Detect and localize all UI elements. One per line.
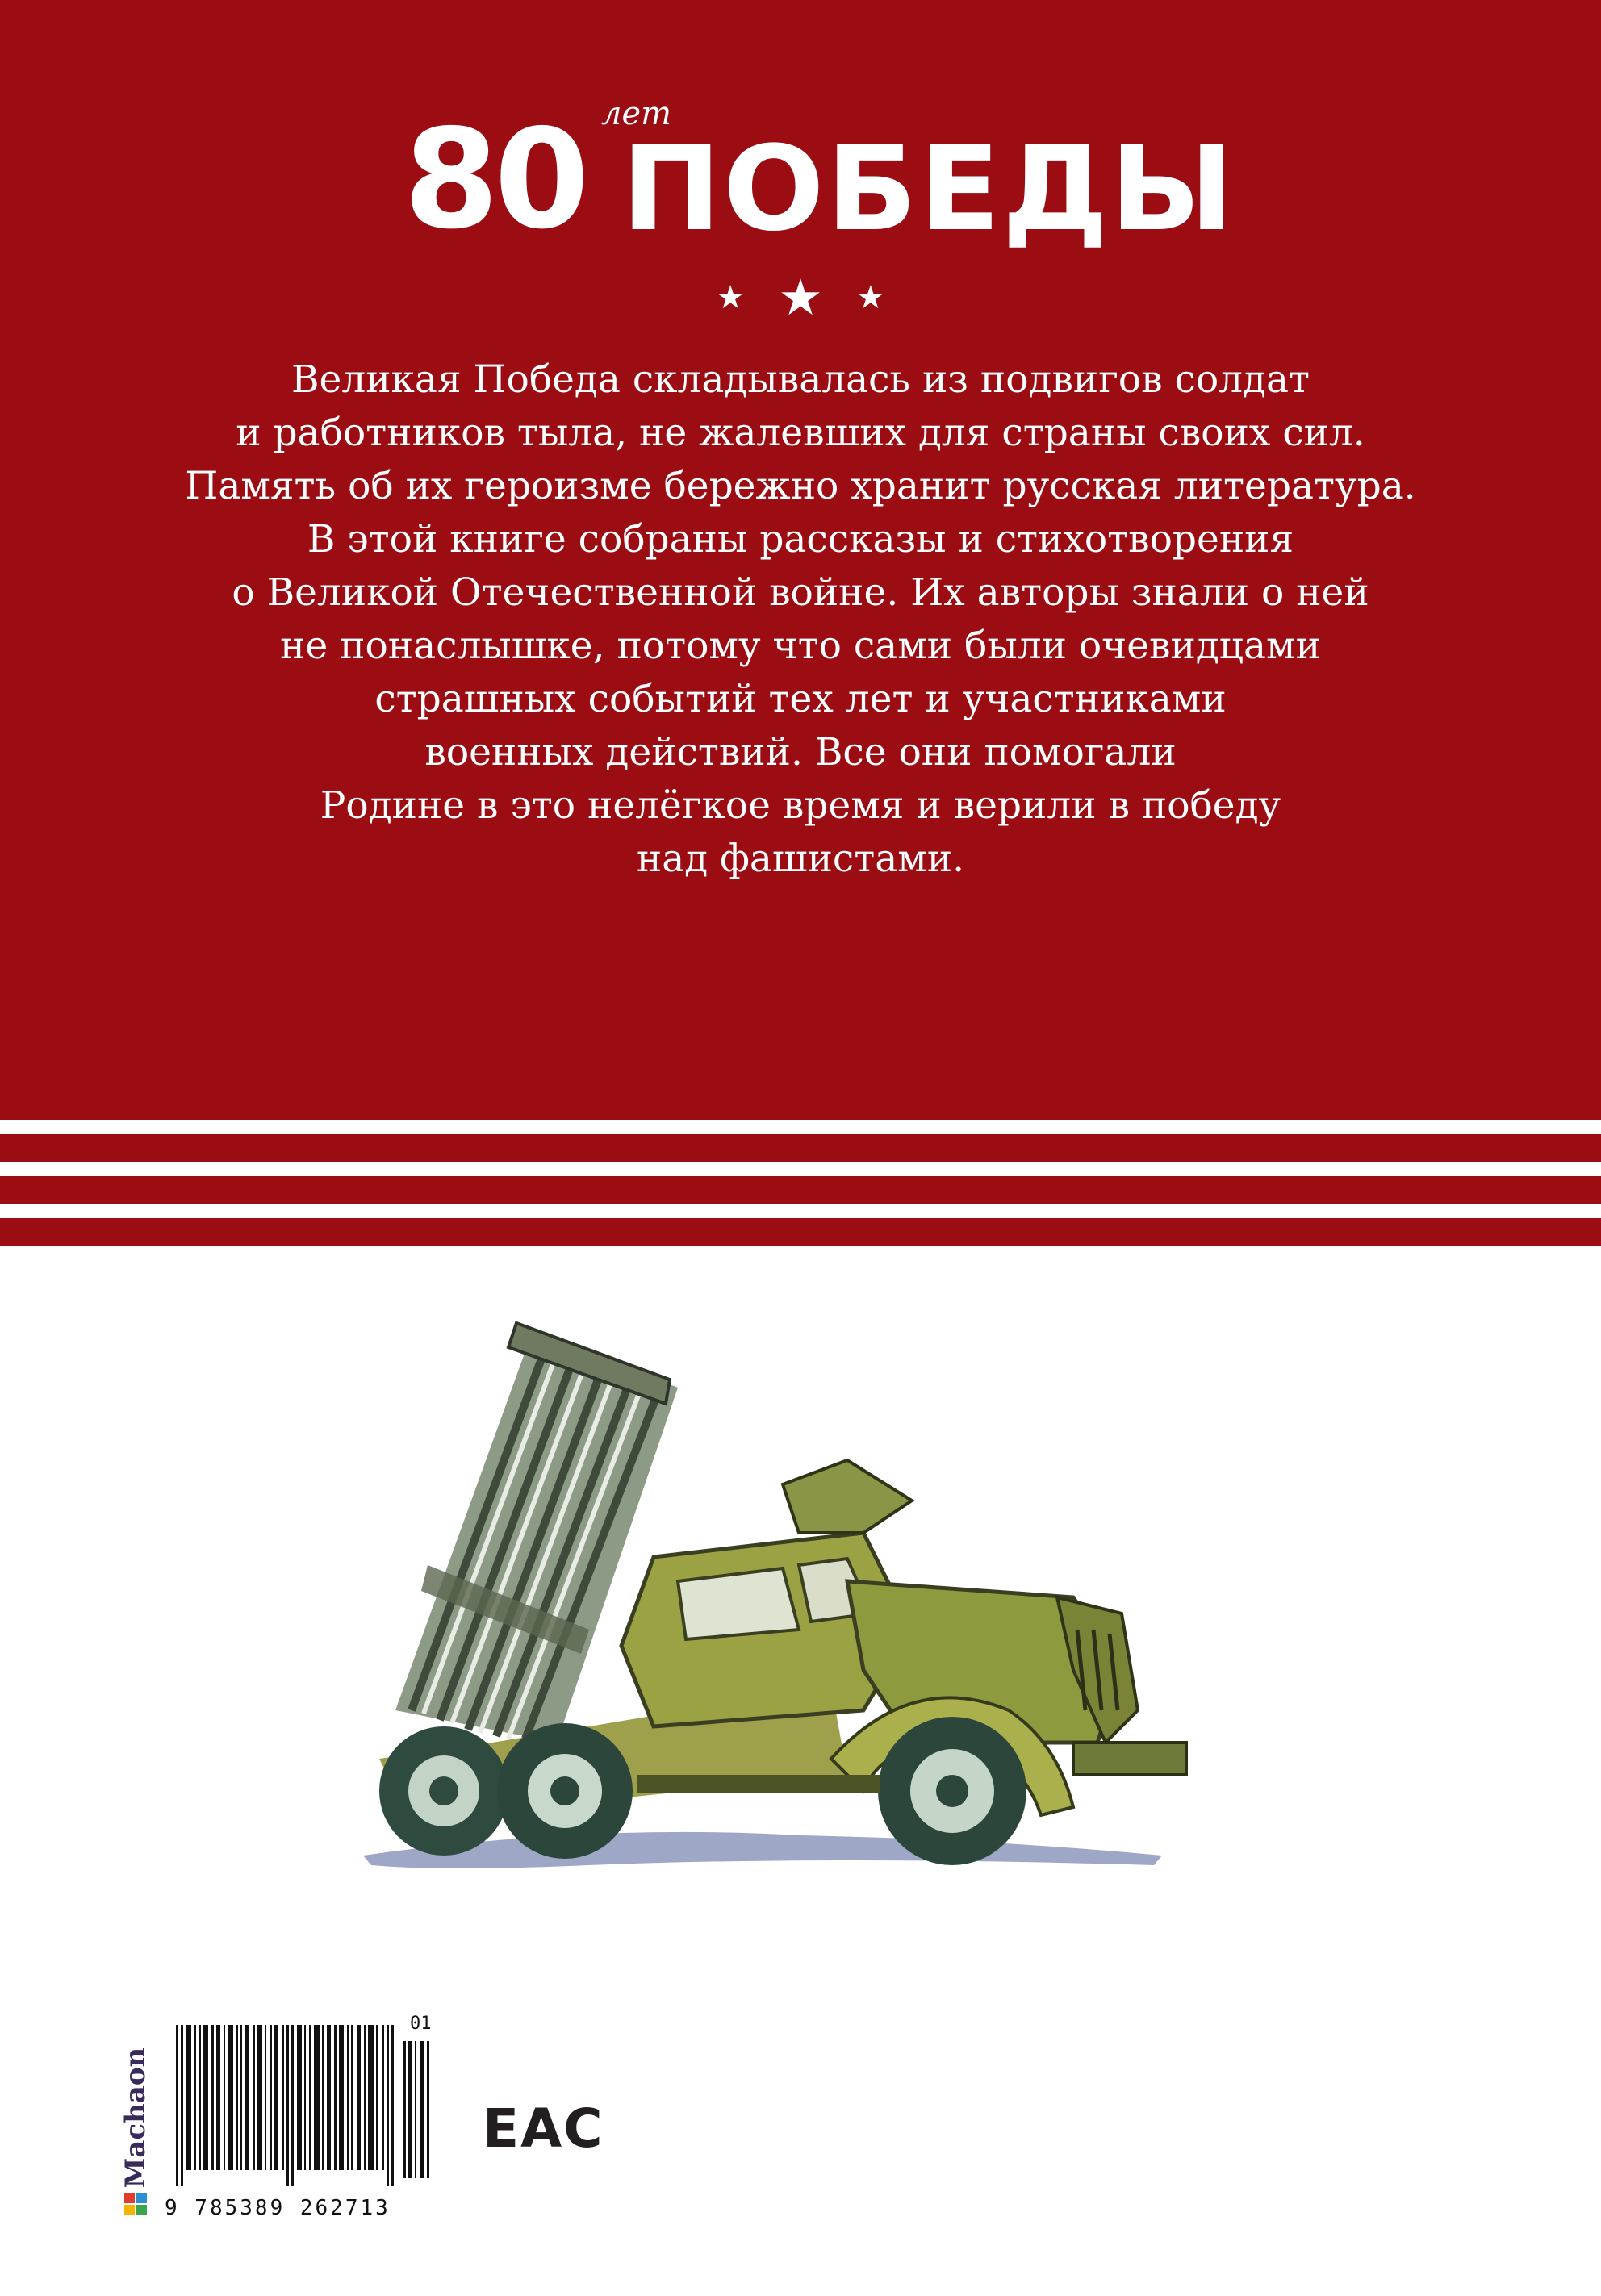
publisher-name: Machaon	[119, 2047, 152, 2189]
description-line: Память об их героизме бережно хранит русская литература.	[185, 464, 1416, 508]
white-stripe	[0, 1204, 1601, 1218]
description-line: военных действий. Все они помогали	[424, 730, 1177, 774]
logo-small-word: лет	[601, 95, 672, 132]
description-line: Великая Победа складывалась из подвигов солдат	[291, 357, 1310, 402]
white-stripe	[0, 1162, 1601, 1176]
publisher-logo	[119, 2033, 152, 2202]
stars-ornament	[0, 268, 1601, 327]
isbn-barcode	[158, 2022, 449, 2191]
katyusha-rocket-truck-illustration	[347, 1291, 1219, 1888]
star-icon: ★	[778, 268, 823, 327]
logo-main-word: ПОБЕДЫ	[621, 120, 1235, 257]
star-icon: ★	[855, 279, 885, 316]
description-line: страшных событий тех лет и участниками	[374, 677, 1227, 721]
description-line: Родине в это нелёгкое время и верили в победу	[320, 783, 1281, 828]
machaon-butterfly-icon	[124, 2193, 147, 2215]
barcode-addon: 01	[410, 2014, 432, 2034]
logo-number: 80	[403, 100, 585, 260]
barcode-icon	[176, 2025, 434, 2186]
description-line: над фашистами.	[636, 837, 965, 881]
description-line: В этой книге собраны рассказы и стихотворения	[307, 517, 1294, 561]
white-stripe	[0, 1120, 1601, 1134]
book-description	[97, 353, 1504, 886]
description-line: о Великой Отечественной войне. Их авторы знали о ней	[232, 570, 1369, 615]
star-icon: ★	[716, 279, 746, 316]
isbn-digits: 9 785389 262713	[165, 2196, 391, 2220]
description-line: не понаслышке, потому что сами были очевидцами	[280, 624, 1321, 668]
eac-certification-mark: EAC	[483, 2098, 604, 2160]
anniversary-logo	[0, 95, 1601, 260]
description-line: и работников тыла, не жалевших для страны своих сил.	[236, 411, 1365, 455]
